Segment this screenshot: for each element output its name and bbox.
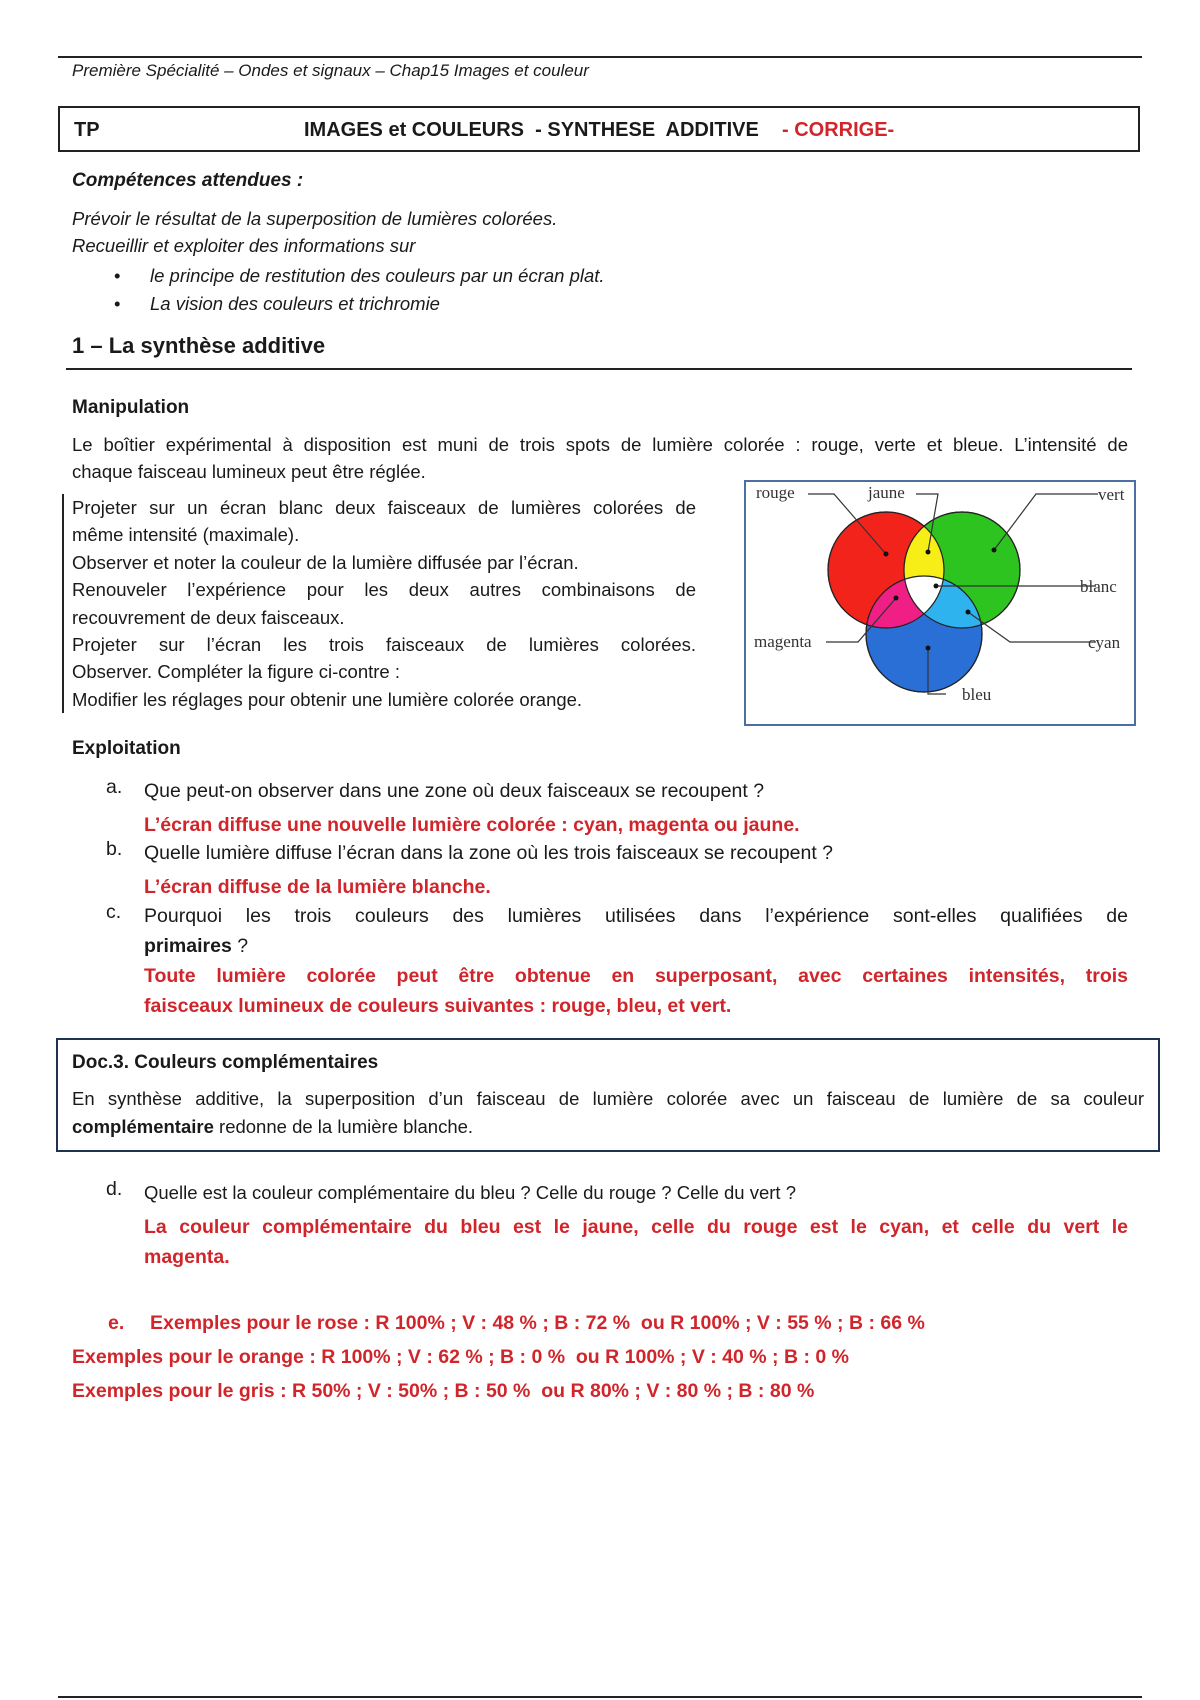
competence-line-2: Recueillir et exploiter des informations sur — [72, 235, 416, 256]
step-line: Observer et noter la couleur de la lumière diffusée par l’écran. — [72, 551, 579, 573]
doc3-box — [56, 1038, 1160, 1152]
doc3-line: En synthèse additive, la superposition d’un faisceau de lumière colorée avec un faisceau de lumière de sa couleur — [72, 1088, 1144, 1109]
label-blanc: blanc — [1080, 577, 1117, 596]
step-line: recouvrement de deux faisceaux. — [72, 606, 345, 628]
example-orange: Exemples pour le orange : R 100% ; V : 62 % ; B : 0 % ou R 100% ; V : 40 % ; B : 0 % — [72, 1346, 849, 1368]
doc3-text — [72, 1088, 1144, 1138]
manipulation-steps — [62, 494, 696, 713]
tp-title-box — [58, 106, 1140, 152]
label-magenta: magenta — [754, 632, 812, 651]
question-letter: d. — [106, 1178, 123, 1200]
example-gris: Exemples pour le gris : R 50% ; V : 50% ; B : 50 % ou R 80% ; V : 80 % ; B : 80 % — [72, 1380, 815, 1402]
venn-diagram — [746, 482, 1134, 724]
label-jaune: jaune — [868, 483, 905, 502]
question-text: Quelle est la couleur complémentaire du bleu ? Celle du rouge ? Celle du vert ? — [144, 1182, 796, 1203]
doc3-line: complémentaire redonne de la lumière blanche. — [72, 1116, 474, 1137]
question-text: Que peut-on observer dans une zone où deux faisceaux se recoupent ? — [144, 780, 765, 802]
label-bleu: bleu — [962, 685, 992, 704]
doc3-title: Doc.3. Couleurs complémentaires — [72, 1052, 379, 1073]
answer-text: L’écran diffuse de la lumière blanche. — [144, 876, 491, 898]
exploitation-heading: Exploitation — [72, 738, 181, 759]
competence-bullet: • le principe de restitution des couleurs par un écran plat. — [150, 262, 605, 290]
label-cyan: cyan — [1088, 633, 1121, 652]
competence-bullets — [150, 262, 605, 318]
footer-rule — [58, 1696, 1142, 1698]
step-line: Modifier les réglages pour obtenir une lumière colorée orange. — [72, 688, 583, 710]
question-e-letter: e. — [108, 1312, 125, 1334]
manipulation-heading: Manipulation — [72, 397, 190, 418]
label-vert: vert — [1098, 485, 1125, 504]
question-a — [106, 776, 1128, 840]
answer-text: L’écran diffuse une nouvelle lumière colorée : cyan, magenta ou jaune. — [144, 814, 800, 836]
section-title: 1 – La synthèse additive — [72, 333, 326, 358]
step-line: Renouveler l’expérience pour les deux autres combinaisons de — [72, 579, 696, 601]
primaires-term: primaires — [144, 935, 232, 957]
answer-text: magenta. — [144, 1246, 230, 1268]
step-line: Observer. Compléter la figure ci-contre : — [72, 661, 400, 683]
manipulation-intro-2: chaque faisceau lumineux peut être réglée. — [72, 461, 426, 482]
competence-line-1: Prévoir le résultat de la superposition de lumières colorées. — [72, 208, 558, 229]
tp-label: TP — [74, 119, 100, 141]
answer-text: faisceaux lumineux de couleurs suivantes : rouge, bleu, et vert. — [144, 995, 732, 1017]
answer-text: Toute lumière colorée peut être obtenue en superposant, avec certaines intensités, trois — [144, 965, 1128, 987]
competences-heading: Compétences attendues : — [72, 170, 304, 191]
header-rule — [58, 56, 1142, 58]
question-letter: b. — [106, 838, 123, 860]
answer-text: La couleur complémentaire du bleu est le jaune, celle du rouge est le cyan, et celle du vert le — [144, 1216, 1128, 1238]
tp-title: IMAGES et COULEURS - SYNTHESE ADDITIVE — [304, 119, 759, 141]
additive-synthesis-figure — [744, 480, 1136, 726]
question-text: Pourquoi les trois couleurs des lumières utilisées dans l’expérience sont-elles qualifiées de — [144, 905, 1128, 927]
question-d — [106, 1178, 1128, 1272]
corrige-label: - CORRIGE- — [782, 119, 895, 141]
section-rule — [66, 368, 1132, 370]
question-letter: c. — [106, 901, 122, 923]
question-b — [106, 838, 1128, 902]
step-line: Projeter sur un écran blanc deux faisceaux de lumières colorées de — [72, 497, 696, 518]
question-letter: a. — [106, 776, 123, 798]
manipulation-intro-line: Le boîtier expérimental à disposition est muni de trois spots de lumière colorée : rouge, verte et bleue. L’intensité de — [72, 434, 1128, 455]
question-c — [106, 901, 1128, 1021]
question-text-end: primaires ? — [144, 935, 249, 957]
chapter-title: Première Spécialité – Ondes et signaux – Chap15 Images et couleur — [72, 61, 589, 80]
step-line: même intensité (maximale). — [72, 524, 300, 546]
manipulation-intro-1 — [72, 434, 1128, 456]
example-rose: Exemples pour le rose : R 100% ; V : 48 % ; B : 72 % ou R 100% ; V : 55 % ; B : 66 % — [150, 1312, 925, 1334]
complementaire-term: complémentaire — [72, 1116, 214, 1137]
label-rouge: rouge — [756, 483, 795, 502]
competence-bullet: • La vision des couleurs et trichromie — [150, 290, 605, 318]
question-text: Quelle lumière diffuse l’écran dans la zone où les trois faisceaux se recoupent ? — [144, 842, 834, 864]
step-line: Projeter sur l’écran les trois faisceaux de lumières colorées. — [72, 634, 696, 656]
